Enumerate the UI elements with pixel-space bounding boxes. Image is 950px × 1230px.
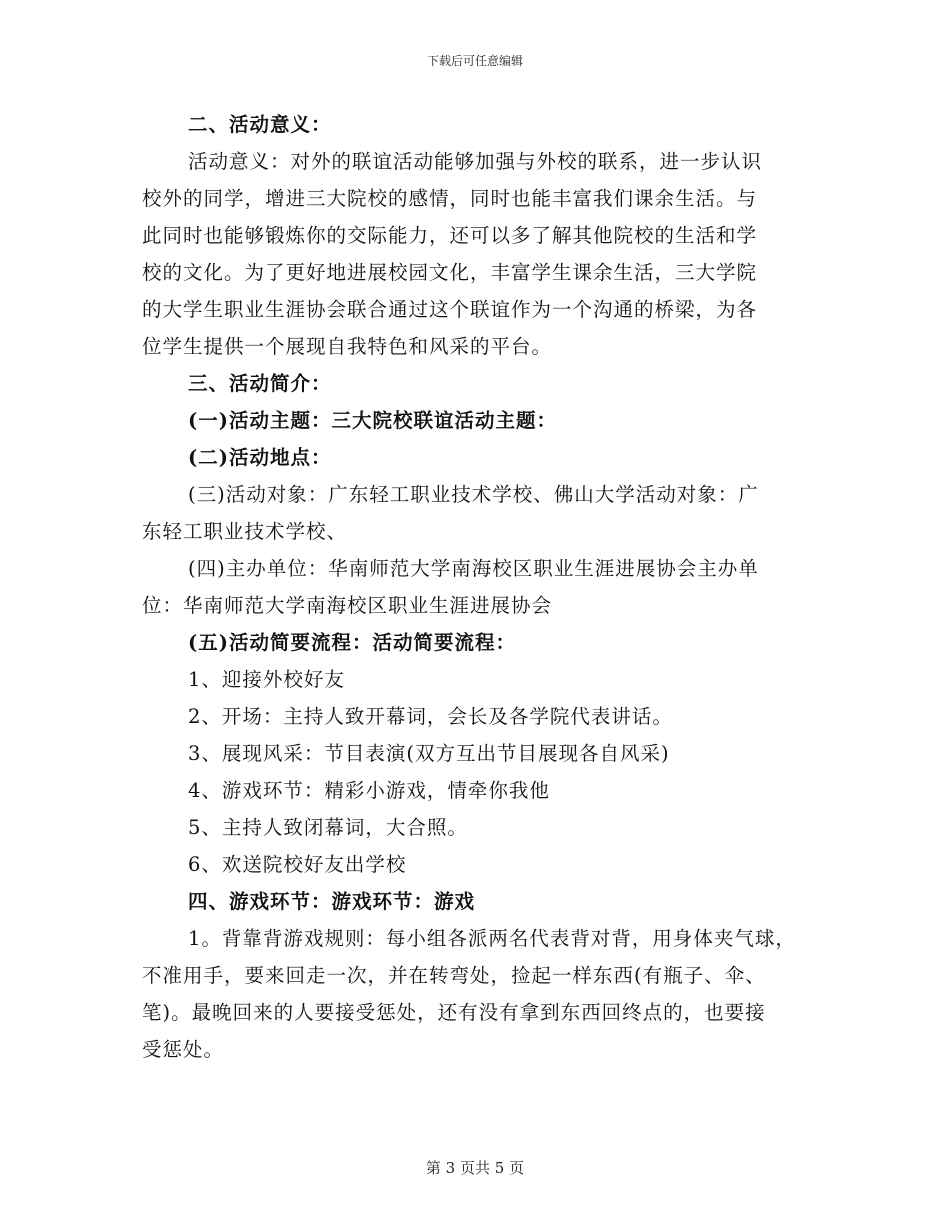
section-heading-games: 四、游戏环节：游戏环节：游戏 [188, 890, 476, 913]
list-item: 3、展现风采：节目表演(双方互出节目展现各自风采) [188, 742, 670, 765]
document-body [142, 106, 812, 1068]
paragraph-line: 的大学生职业生涯协会联合通过这个联谊作为一个沟通的桥梁，为各 [142, 298, 758, 321]
section-heading-significance: 二、活动意义： [188, 113, 332, 136]
page-footer: 第 3 页共 5 页 [425, 1159, 525, 1177]
subheading-process: (五)活动简要流程：活动简要流程： [188, 631, 516, 654]
list-item: 1、迎接外校好友 [188, 668, 345, 691]
subheading-location: (二)活动地点： [188, 446, 332, 469]
paragraph-line: 校外的同学，增进三大院校的感情，同时也能丰富我们课余生活。与 [142, 187, 758, 210]
subheading-theme: (一)活动主题：三大院校联谊活动主题： [188, 409, 557, 432]
paragraph-line: 位：华南师范大学南海校区职业生涯进展协会 [142, 594, 553, 617]
paragraph-line: 此同时也能够锻炼你的交际能力，还可以多了解其他院校的生活和学 [142, 224, 758, 247]
list-item: 2、开场：主持人致开幕词，会长及各学院代表讲话。 [188, 705, 673, 728]
paragraph-line: 东轻工职业技术学校、 [142, 520, 348, 543]
list-item: 6、欢送院校好友出学校 [188, 853, 407, 876]
page-header: 下载后可任意编辑 [426, 54, 523, 68]
paragraph-line: 1。背靠背游戏规则：每小组各派两名代表背对背，用身体夹气球， [188, 927, 796, 950]
paragraph-line: 笔)。最晚回来的人要接受惩处，还有没有拿到东西回终点的，也要接 [142, 1001, 766, 1024]
paragraph-line: 活动意义：对外的联谊活动能够加强与外校的联系，进一步认识 [188, 150, 763, 173]
section-heading-intro: 三、活动简介： [188, 372, 332, 395]
paragraph-line: (三)活动对象：广东轻工职业技术学校、佛山大学活动对象：广 [188, 483, 759, 506]
paragraph-line: (四)主办单位：华南师范大学南海校区职业生涯进展协会主办单 [188, 557, 759, 580]
paragraph-line: 受惩处。 [142, 1038, 225, 1061]
paragraph-line: 校的文化。为了更好地进展校园文化，丰富学生课余生活，三大学院 [142, 261, 758, 284]
paragraph-line: 不准用手，要来回走一次，并在转弯处，捡起一样东西(有瓶子、伞、 [142, 964, 766, 987]
list-item: 5、主持人致闭幕词，大合照。 [188, 816, 468, 839]
list-item: 4、游戏环节：精彩小游戏，情牵你我他 [188, 779, 550, 802]
paragraph-line: 位学生提供一个展现自我特色和风采的平台。 [142, 335, 553, 358]
